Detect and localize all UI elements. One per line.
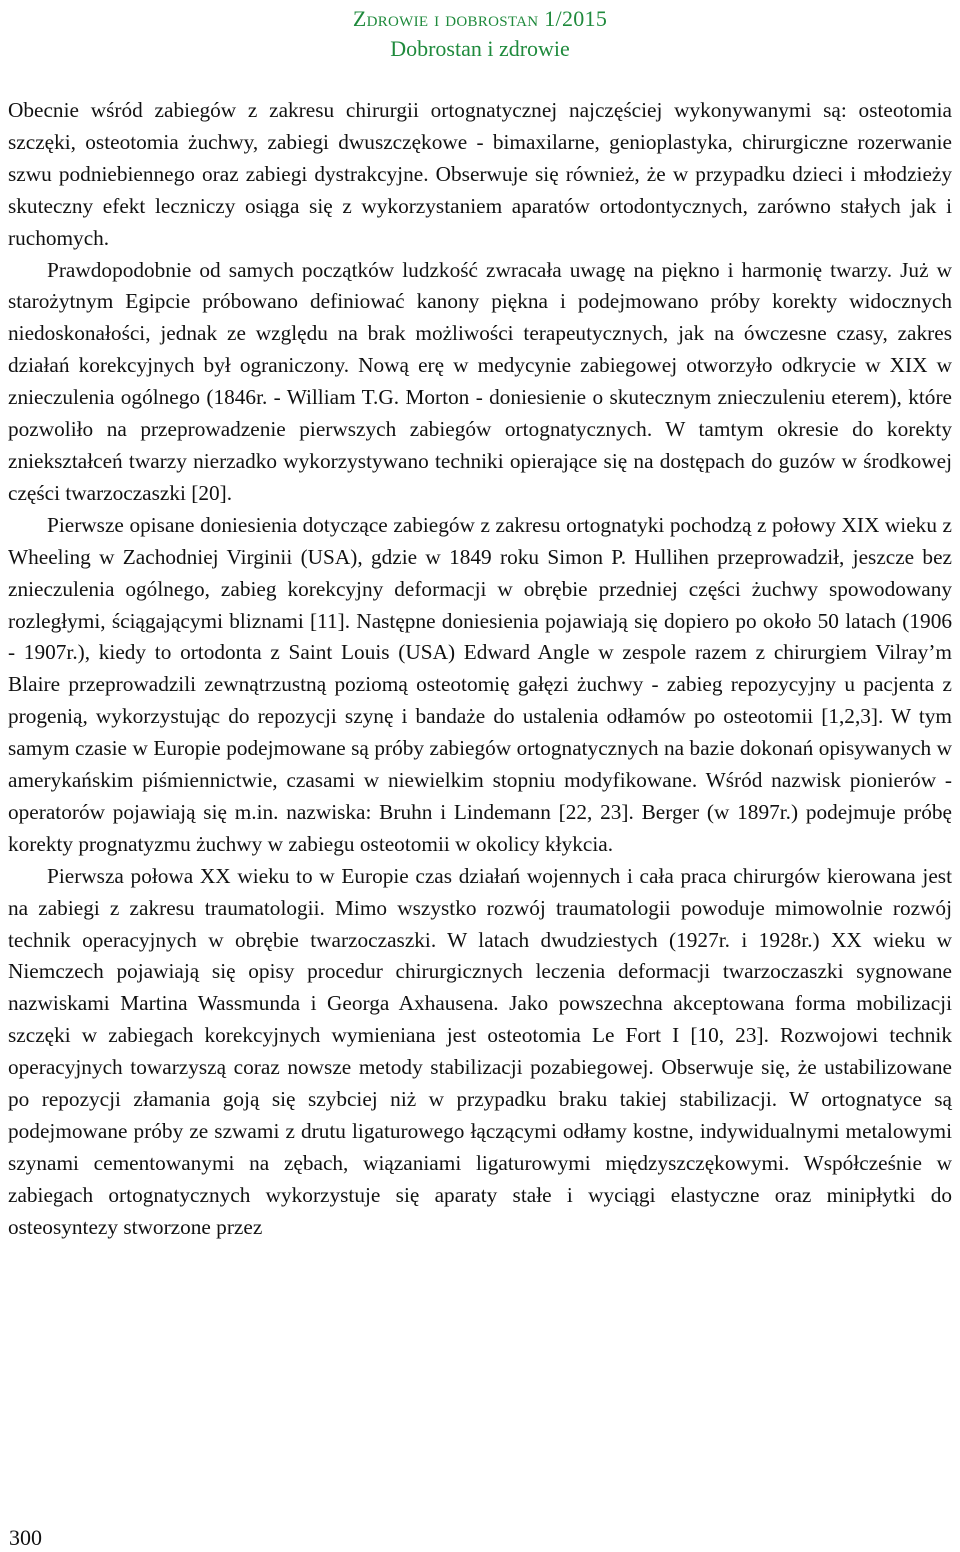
paragraph-4: Pierwsza połowa XX wieku to w Europie czas działań wojennych i cała praca chirurgów kierowana jest na zabiegi z zakresu traumatologii. Mimo wszystko rozwój traumatologii powoduje mimowolnie rozwój technik operacyjnych w obrębie twarzoczaszki. W latach dwudziestych (1927r. i 1928r.) XX wieku w Niemczech pojawiają się opisy procedur chirurgicznych leczenia deformacji twarzoczaszki sygnowane nazwiskami Martina Wassmunda i Georga Axhausena. Jako powszechna akceptowana forma mobilizacji szczęki w zabiegach korekcyjnych wymieniana jest osteotomia Le Fort I [10, 23]. Rozwojowi technik operacyjnych towarzyszą coraz nowsze metody stabilizacji pozabiegowej. Obserwuje się, że ustabilizowane po repozycji złamania goją się szybciej niż w przypadku braku takiej stabilizacji. W ortognatyce są podejmowane próby ze szwami z drutu ligaturowego łączącymi odłamy kostne, indywidualnymi metalowymi szynami cementowanymi na zębach, wiązaniami ligaturowymi międzyszczękowymi. Współcześnie w zabiegach ortognatycznych wykorzystuje się aparaty stałe i wyciągi elastyczne oraz minipłytki do osteosyntezy stworzone przez [8, 863, 952, 1239]
paragraph-1: Obecnie wśród zabiegów z zakresu chirurgii ortognatycznej najczęściej wykonywanymi są: osteotomia szczęki, osteotomia żuchwy, zabiegi dwuszczękowe - bimaxilarne, genioplastyka, chirurgiczne rozerwanie szwu podniebiennego oraz zabiegi dystrakcyjne. Obserwuje się również, że w przypadku dzieci i młodzieży skuteczny efekt leczniczy osiąga się z wykorzystaniem aparatów ortodontycznych, zarówno stałych jak i ruchomych. [8, 98, 952, 250]
journal-title: Zdrowie i dobrostan 1/2015 [352, 6, 608, 31]
page-number: 300 [9, 1525, 42, 1550]
paragraph-2: Prawdopodobnie od samych początków ludzkość zwracała uwagę na piękno i harmonię twarzy. Już w starożytnym Egipcie próbowano definiować kanony piękna i podejmowano próby korekty widocznych niedoskonałości, jednak ze względu na brak możliwości terapeutycznych, jak na ówczesne czasy, zakres działań korekcyjnych był ograniczony. Nową erę w medycynie zabiegowej otworzyło odkrycie w XIX w znieczulenia ogólnego (1846r. - William T.G. Morton - doniesienie o skutecznym znieczuleniu eterem), które pozwoliło na przeprowadzenie pierwszych zabiegów ortognatycznych. W tamtym okresie do korekty zniekształceń twarzy nierzadko wykorzystywano techniki opierające się na dostępach do guzów w środkowej części twarzoczaszki [20]. [8, 257, 952, 505]
section-title: Dobrostan i zdrowie [390, 36, 570, 61]
article-body [8, 95, 952, 1244]
paragraph-3: Pierwsze opisane doniesienia dotyczące zabiegów z zakresu ortognatyki pochodzą z połowy XIX wieku z Wheeling w Zachodniej Virginii (USA), gdzie w 1849 roku Simon P. Hullihen przeprowadził, jeszcze bez znieczulenia ogólnego, zabieg korekcyjny deformacji w obrębie przedniej części żuchwy spowodowany rozległymi, ściągającymi bliznami [11]. Następne doniesienia pojawiają się dopiero po około 50 latach (1906 - 1907r.), kiedy to ortodonta z Saint Louis (USA) Edward Angle w zespole razem z chirurgiem Vilray’m Blaire przeprowadzili zewnątrzustną poziomą osteotomię gałęzi żuchwy - zabieg repozycyjny u pacjenta z progenią, wykorzystując do repozycji szynę i bandaże do ustalenia odłamów po osteotomii [1,2,3]. W tym samym czasie w Europie podejmowane są próby zabiegów ortognatycznych na bazie dokonań opisywanych w amerykańskim piśmiennictwie, czasami w niewielkim stopniu modyfikowane. Wśród nazwisk pionierów - operatorów pojawiają się m.in. nazwiska: Bruhn i Lindemann [22, 23]. Berger (w 1897r.) podejmuje próbę korekty prognatyzmu żuchwy w zabiegu osteotomii w okolicy kłykcia. [8, 512, 952, 856]
running-header [0, 4, 960, 64]
